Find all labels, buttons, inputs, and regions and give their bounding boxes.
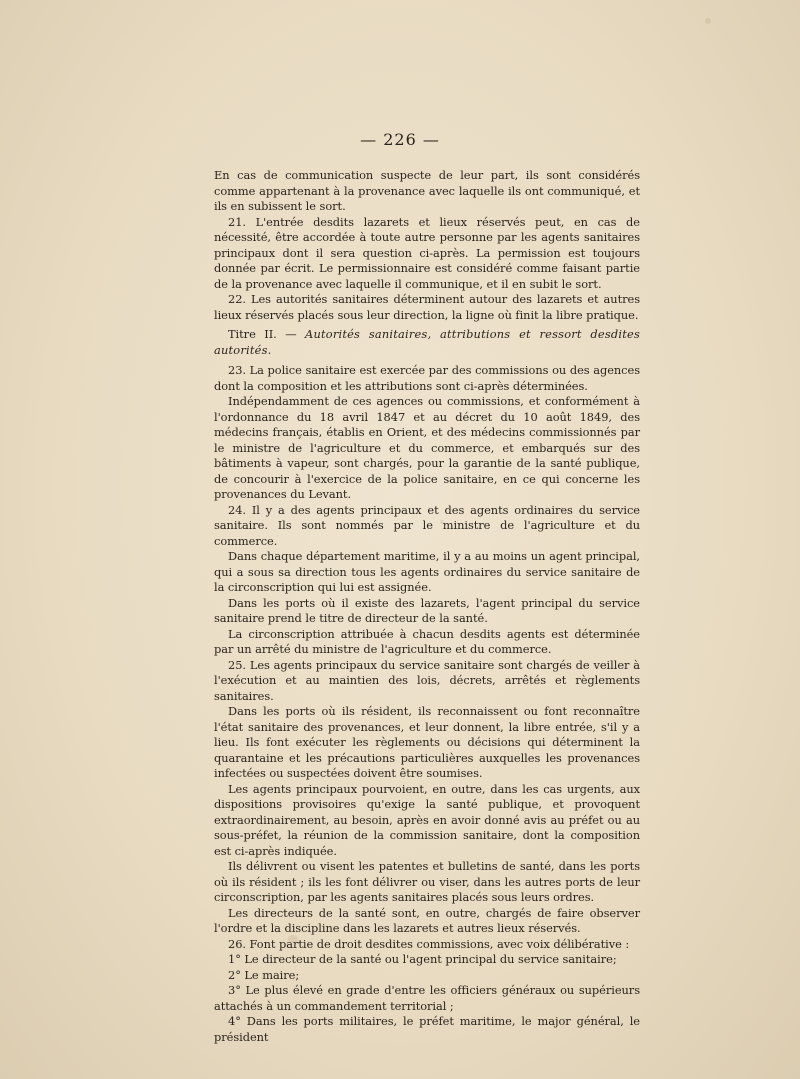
document-body — [214, 168, 640, 1045]
paper-spot — [705, 18, 711, 24]
list-item: 3° Le plus élevé en grade d'entre les officiers généraux ou supérieurs attachés à un commandement territorial ; — [214, 983, 640, 1013]
section-title-prefix: Titre II. — — [228, 327, 306, 341]
paragraph: Indépendamment de ces agences ou commissions, et conformément à l'ordonnance du 18 avril 1847 et au décret du 10 août 1849, des médecins français, établis en Orient, et des médecins commissionnés par le ministre de l'agriculture et du commerce, et embarqués sur des bâtiments à vapeur, sont chargés, pour la garantie de la santé publique, de concourir à l'exercice de la police sanitaire, en ce qui concerne les provenances du Levant. — [214, 394, 640, 501]
paragraph: 23. La police sanitaire est exercée par des commissions ou des agences dont la composition et les attributions sont ci-après déterminées. — [214, 363, 640, 393]
section-title-italic: Autorités sanitaires, attributions et ressort desdites autorités. — [214, 327, 641, 357]
paragraph: 21. L'entrée desdits lazarets et lieux réservés peut, en cas de nécessité, être accordée à toute autre personne par les agents sanitaires principaux dont il sera question ci-après. La permission est toujours donnée par écrit. Le permissionnaire est considéré comme faisant partie de la provenance avec laquelle il communique, et il en subit le sort. — [214, 214, 640, 291]
list-item: 1° Le directeur de la santé ou l'agent principal du service sanitaire; — [228, 952, 617, 966]
paragraph: 26. Font partie de droit desdites commissions, avec voix délibérative : — [228, 936, 630, 951]
paragraph: En cas de communication suspecte de leur part, ils sont considérés comme appartenant à la provenance avec laquelle ils ont communiqué, et ils en subissent le sort. — [214, 168, 640, 213]
section-title — [214, 327, 640, 358]
paragraph: Dans les ports où ils résident, ils reconnaissent ou font reconnaître l'état sanitaire des provenances, et leur donnent, la libre entrée, s'il y a lieu. Ils font exécuter les règlements ou décisions qui déterminent la quarantaine et les précautions particulières auxquelles les provenances infectées ou suspectées doivent être soumises. — [214, 704, 640, 780]
paragraph: Les agents principaux pourvoient, en outre, dans les cas urgents, aux dispositions provisoires qu'exige la santé publique, et provoquent extraordinairement, au besoin, après en avoir donné avis au préfet ou au sous-préfet, la réunion de la commission sanitaire, dont la composition est ci-après indiquée. — [214, 781, 640, 858]
paragraph: Les directeurs de la santé sont, en outre, chargés de faire observer l'ordre et la discipline dans les lazarets et autres lieux réservés. — [214, 905, 640, 935]
list-item: 4° Dans les ports militaires, le préfet maritime, le major général, le président — [214, 1014, 640, 1044]
paragraph: 22. Les autorités sanitaires déterminent autour des lazarets et autres lieux réservés placés sous leur direction, la ligne où finit la libre pratique. — [214, 292, 640, 322]
paragraph: Ils délivrent ou visent les patentes et bulletins de santé, dans les ports où ils résident ; ils les font délivrer ou viser, dans les autres ports de leur circonscription, par les agents sanitaires placés sous leurs ordres. — [214, 859, 640, 904]
paragraph: 25. Les agents principaux du service sanitaire sont chargés de veiller à l'exécution et au maintien des lois, décrets, arrêtés et règlements sanitaires. — [214, 657, 640, 703]
paragraph: Dans chaque département maritime, il y a au moins un agent principal, qui a sous sa direction tous les agents ordinaires du service sanitaire de la circonscription qui lui est assignée. — [214, 549, 640, 594]
paragraph: La circonscription attribuée à chacun desdits agents est déterminée par un arrêté du ministre de l'agriculture et du commerce. — [214, 626, 640, 656]
list-item: 2° Le maire; — [228, 967, 300, 982]
paragraph: Dans les ports où il existe des lazarets, l'agent principal du service sanitaire prend le titre de directeur de la santé. — [214, 595, 640, 625]
paragraph: 24. Il y a des agents principaux et des agents ordinaires du service sanitaire. Ils sont nommés par le ministre de l'agriculture et du commerce. — [214, 502, 640, 548]
page-number: — 226 — — [360, 130, 440, 149]
